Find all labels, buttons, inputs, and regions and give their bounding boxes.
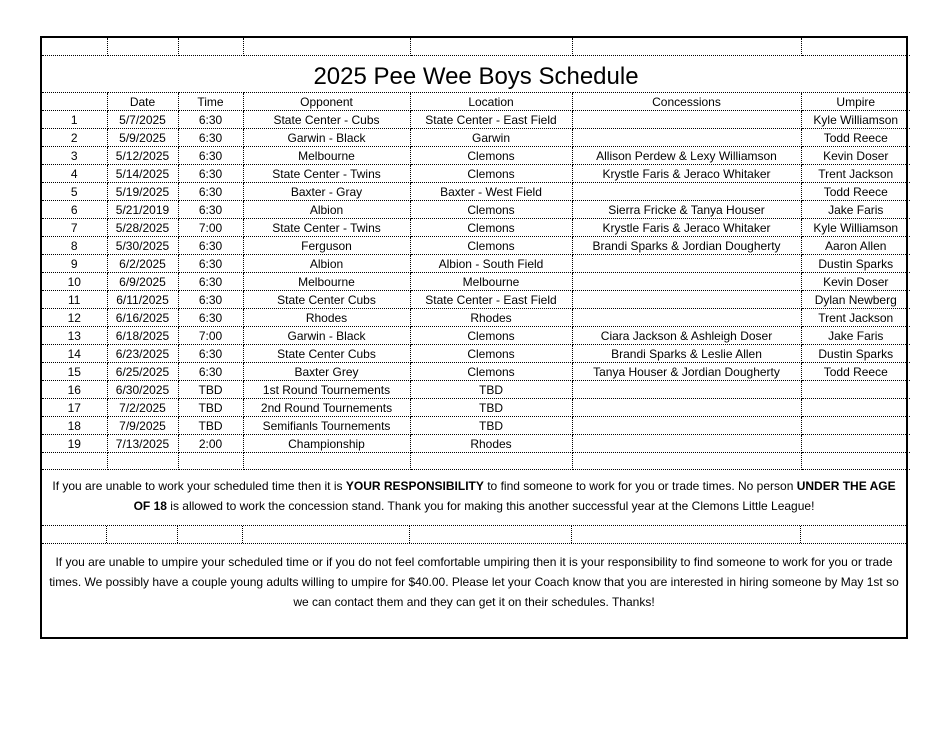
game-date: 7/2/2025 (107, 399, 178, 417)
game-number: 10 (42, 273, 107, 291)
game-concessions (572, 417, 801, 435)
table-row (42, 435, 910, 453)
game-concessions: Brandi Sparks & Leslie Allen (572, 345, 801, 363)
table-row (42, 219, 910, 237)
game-concessions (572, 255, 801, 273)
game-date: 6/2/2025 (107, 255, 178, 273)
game-date: 7/13/2025 (107, 435, 178, 453)
column-header-time: Time (178, 93, 243, 111)
game-opponent: Baxter Grey (243, 363, 410, 381)
game-number: 13 (42, 327, 107, 345)
game-location: Melbourne (410, 273, 572, 291)
game-opponent: Rhodes (243, 309, 410, 327)
game-opponent: State Center Cubs (243, 345, 410, 363)
game-location: Albion - South Field (410, 255, 572, 273)
game-time: 6:30 (178, 273, 243, 291)
game-location: TBD (410, 381, 572, 399)
game-location: State Center - East Field (410, 291, 572, 309)
top-spacer-row (42, 38, 910, 56)
game-time: 6:30 (178, 237, 243, 255)
table-row (42, 165, 910, 183)
game-location: Baxter - West Field (410, 183, 572, 201)
game-date: 6/30/2025 (107, 381, 178, 399)
header-row (42, 93, 910, 111)
table-row (42, 327, 910, 345)
schedule-table (42, 38, 910, 470)
game-date: 6/23/2025 (107, 345, 178, 363)
column-header-concessions: Concessions (572, 93, 801, 111)
game-location: Clemons (410, 363, 572, 381)
table-row (42, 111, 910, 129)
game-opponent: Garwin - Black (243, 327, 410, 345)
game-opponent: 1st Round Tournements (243, 381, 410, 399)
table-row (42, 237, 910, 255)
table-row (42, 381, 910, 399)
game-date: 7/9/2025 (107, 417, 178, 435)
table-row (42, 183, 910, 201)
game-opponent: Baxter - Gray (243, 183, 410, 201)
game-opponent: State Center - Twins (243, 165, 410, 183)
game-umpire: Dylan Newberg (801, 291, 910, 309)
game-date: 5/7/2025 (107, 111, 178, 129)
game-umpire: Jake Faris (801, 201, 910, 219)
table-row (42, 291, 910, 309)
game-number: 2 (42, 129, 107, 147)
game-umpire: Todd Reece (801, 183, 910, 201)
game-time: 6:30 (178, 345, 243, 363)
game-number: 7 (42, 219, 107, 237)
page-title: 2025 Pee Wee Boys Schedule (42, 56, 910, 93)
game-location: Clemons (410, 165, 572, 183)
game-opponent: State Center - Cubs (243, 111, 410, 129)
concession-note-text-3: is allowed to work the concession stand. Thank you for making this another successful year at the Clemons Little League! (166, 499, 815, 513)
game-number: 19 (42, 435, 107, 453)
game-location: Clemons (410, 237, 572, 255)
table-row (42, 129, 910, 147)
game-time: 6:30 (178, 201, 243, 219)
game-location: Clemons (410, 201, 572, 219)
game-concessions: Krystle Faris & Jeraco Whitaker (572, 165, 801, 183)
game-concessions (572, 273, 801, 291)
game-date: 6/16/2025 (107, 309, 178, 327)
blank-row (42, 453, 910, 470)
table-row (42, 363, 910, 381)
game-number: 4 (42, 165, 107, 183)
column-header-date: Date (107, 93, 178, 111)
game-number: 12 (42, 309, 107, 327)
game-date: 5/12/2025 (107, 147, 178, 165)
game-concessions: Sierra Fricke & Tanya Houser (572, 201, 801, 219)
game-number: 6 (42, 201, 107, 219)
game-time: 7:00 (178, 219, 243, 237)
game-umpire: Kevin Doser (801, 273, 910, 291)
game-number: 8 (42, 237, 107, 255)
table-row (42, 255, 910, 273)
game-time: 7:00 (178, 327, 243, 345)
game-time: TBD (178, 381, 243, 399)
game-date: 5/28/2025 (107, 219, 178, 237)
game-location: Clemons (410, 327, 572, 345)
game-number: 9 (42, 255, 107, 273)
game-concessions (572, 435, 801, 453)
game-date: 5/14/2025 (107, 165, 178, 183)
game-date: 6/18/2025 (107, 327, 178, 345)
game-location: Garwin (410, 129, 572, 147)
game-umpire (801, 435, 910, 453)
game-number: 5 (42, 183, 107, 201)
game-umpire: Jake Faris (801, 327, 910, 345)
schedule-sheet (40, 36, 908, 639)
game-umpire: Kyle Williamson (801, 219, 910, 237)
column-header (42, 93, 107, 111)
concession-note-text-2: to find someone to work for you or trade times. No person (483, 479, 797, 493)
table-row (42, 309, 910, 327)
game-date: 5/19/2025 (107, 183, 178, 201)
game-time: 6:30 (178, 309, 243, 327)
game-opponent: Semifianls Tournements (243, 417, 410, 435)
game-date: 5/9/2025 (107, 129, 178, 147)
game-umpire (801, 399, 910, 417)
game-umpire: Kevin Doser (801, 147, 910, 165)
game-time: 6:30 (178, 165, 243, 183)
concession-note-text-1: If you are unable to work your scheduled time then it is (52, 479, 346, 493)
game-time: 6:30 (178, 129, 243, 147)
game-date: 5/30/2025 (107, 237, 178, 255)
game-time: 6:30 (178, 255, 243, 273)
game-location: Rhodes (410, 435, 572, 453)
game-date: 6/11/2025 (107, 291, 178, 309)
game-concessions (572, 399, 801, 417)
game-concessions (572, 183, 801, 201)
game-concessions: Tanya Houser & Jordian Dougherty (572, 363, 801, 381)
table-row (42, 273, 910, 291)
title-row (42, 56, 910, 93)
game-concessions: Krystle Faris & Jeraco Whitaker (572, 219, 801, 237)
game-opponent: Garwin - Black (243, 129, 410, 147)
umpire-note: If you are unable to umpire your scheduled time or if you do not feel comfortable umpiring then it is your responsibility to find someone to work for you or trade times. We possibly have a couple young adults willing to umpire for $40.00. Please let your Coach know that you are interested in hiring someone by May 1st so we can contact them and they can get it on their schedules. Thanks! (49, 555, 899, 609)
game-opponent: 2nd Round Tournements (243, 399, 410, 417)
game-location: TBD (410, 417, 572, 435)
game-number: 1 (42, 111, 107, 129)
game-number: 16 (42, 381, 107, 399)
game-umpire: Kyle Williamson (801, 111, 910, 129)
game-concessions (572, 129, 801, 147)
game-umpire (801, 417, 910, 435)
game-concessions (572, 309, 801, 327)
game-time: 6:30 (178, 363, 243, 381)
table-row (42, 345, 910, 363)
game-location: TBD (410, 399, 572, 417)
game-number: 3 (42, 147, 107, 165)
game-location: Clemons (410, 345, 572, 363)
game-umpire: Dustin Sparks (801, 255, 910, 273)
game-umpire (801, 381, 910, 399)
game-umpire: Dustin Sparks (801, 345, 910, 363)
game-umpire: Trent Jackson (801, 165, 910, 183)
game-concessions (572, 381, 801, 399)
column-header-opponent: Opponent (243, 93, 410, 111)
game-number: 15 (42, 363, 107, 381)
table-row (42, 399, 910, 417)
game-date: 6/25/2025 (107, 363, 178, 381)
game-time: 6:30 (178, 147, 243, 165)
game-time: 6:30 (178, 291, 243, 309)
game-time: 6:30 (178, 183, 243, 201)
game-opponent: State Center Cubs (243, 291, 410, 309)
game-concessions: Brandi Sparks & Jordian Dougherty (572, 237, 801, 255)
game-location: State Center - East Field (410, 111, 572, 129)
game-location: Clemons (410, 219, 572, 237)
game-opponent: Ferguson (243, 237, 410, 255)
game-number: 17 (42, 399, 107, 417)
middle-spacer-row (42, 526, 906, 544)
game-opponent: Melbourne (243, 147, 410, 165)
concession-note-bold-2: UNDER THE AGE OF 18 (133, 479, 896, 513)
game-time: TBD (178, 399, 243, 417)
game-number: 11 (42, 291, 107, 309)
concession-note (42, 470, 906, 526)
column-header-location: Location (410, 93, 572, 111)
game-umpire: Aaron Allen (801, 237, 910, 255)
game-concessions (572, 111, 801, 129)
table-row (42, 147, 910, 165)
game-location: Rhodes (410, 309, 572, 327)
game-concessions (572, 291, 801, 309)
game-time: TBD (178, 417, 243, 435)
column-header-umpire: Umpire (801, 93, 910, 111)
concession-note-bold-1: YOUR RESPONSIBILITY (345, 479, 484, 493)
game-opponent: Melbourne (243, 273, 410, 291)
game-number: 18 (42, 417, 107, 435)
game-location: Clemons (410, 147, 572, 165)
game-umpire: Todd Reece (801, 363, 910, 381)
game-opponent: Albion (243, 255, 410, 273)
game-opponent: State Center - Twins (243, 219, 410, 237)
game-date: 5/21/2019 (107, 201, 178, 219)
game-opponent: Championship (243, 435, 410, 453)
game-umpire: Trent Jackson (801, 309, 910, 327)
game-umpire: Todd Reece (801, 129, 910, 147)
game-time: 6:30 (178, 111, 243, 129)
game-time: 2:00 (178, 435, 243, 453)
game-concessions: Ciara Jackson & Ashleigh Doser (572, 327, 801, 345)
game-number: 14 (42, 345, 107, 363)
table-row (42, 417, 910, 435)
game-opponent: Albion (243, 201, 410, 219)
game-concessions: Allison Perdew & Lexy Williamson (572, 147, 801, 165)
game-date: 6/9/2025 (107, 273, 178, 291)
table-row (42, 201, 910, 219)
